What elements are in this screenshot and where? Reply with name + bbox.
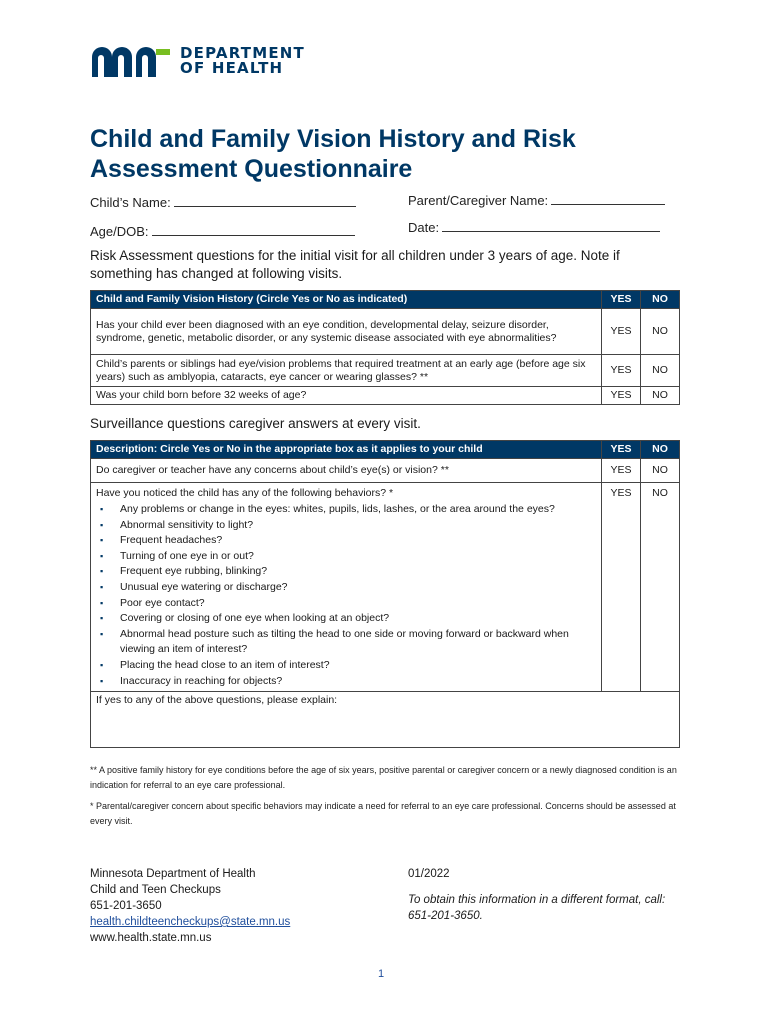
list-item: ▪ Placing the head close to an item of interest? (96, 658, 596, 674)
org-line-2: OF HEALTH (180, 59, 284, 77)
footer-web: www.health.state.mn.us (90, 932, 212, 944)
list-item: ▪ Turning of one eye in or out? (96, 549, 596, 565)
no-option[interactable]: NO (641, 483, 680, 692)
behaviors-list (96, 502, 596, 689)
list-item: ▪ Any problems or change in the eyes: whites, pupils, lids, lashes, or the area around the eyes? (96, 502, 596, 518)
list-item: ▪ Frequent eye rubbing, blinking? (96, 564, 596, 580)
table-row (91, 309, 680, 355)
surveillance-table-header (91, 441, 680, 459)
title-line-2: Assessment Questionnaire (90, 155, 413, 183)
list-item: ▪ Inaccuracy in reaching for objects? (96, 674, 596, 690)
footer-contact (90, 866, 290, 946)
history-table-header (91, 291, 680, 309)
no-option[interactable]: NO (641, 387, 680, 405)
question-text: Do caregiver or teacher have any concerns about child’s eye(s) or vision? ** (91, 459, 602, 483)
surveillance-header-label: Description: Circle Yes or No in the appropriate box as it applies to your child (91, 441, 602, 459)
mn-logo-mark-icon (90, 45, 172, 77)
page-number: 1 (378, 968, 385, 980)
question-text: Have you noticed the child has any of the following behaviors? * (96, 487, 394, 499)
yes-header: YES (602, 441, 641, 459)
yes-option[interactable]: YES (602, 459, 641, 483)
table-row (91, 387, 680, 405)
org-name (180, 46, 305, 76)
age-dob-line[interactable] (152, 223, 355, 236)
no-header: NO (641, 291, 680, 309)
note-double-star: ** A positive family history for eye conditions before the age of six years, positive parental or caregiver concern or a newly diagnosed condition is an indication for referral to an eye care professional. (90, 765, 677, 790)
date-field[interactable] (408, 219, 660, 235)
no-option[interactable]: NO (641, 309, 680, 355)
table-row (91, 692, 680, 748)
yes-option[interactable]: YES (602, 355, 641, 387)
list-item: ▪ Frequent headaches? (96, 533, 596, 549)
surveillance-table (90, 440, 680, 748)
footer-phone: 651-201-3650 (90, 900, 162, 912)
footer-org: Minnesota Department of Health (90, 868, 256, 880)
age-dob-field[interactable] (90, 223, 355, 239)
table-row (91, 483, 680, 692)
note-single-star: * Parental/caregiver concern about specific behaviors may indicate a need for referral to an eye care professional. Concerns should be assessed at every visit. (90, 801, 676, 826)
no-option[interactable]: NO (641, 459, 680, 483)
no-header: NO (641, 441, 680, 459)
list-item: ▪ Poor eye contact? (96, 596, 596, 612)
age-dob-label: Age/DOB: (90, 224, 149, 239)
explain-box[interactable] (91, 692, 680, 748)
question-text: Child’s parents or siblings had eye/vision problems that required treatment at an early age (before age six years) such as amblyopia, cataracts, eye cancer or wearing glasses? ** (91, 355, 602, 387)
parent-name-line[interactable] (551, 192, 665, 205)
yes-option[interactable]: YES (602, 483, 641, 692)
list-item: ▪ Unusual eye watering or discharge? (96, 580, 596, 596)
footer-date: 01/2022 (408, 868, 450, 880)
child-name-field[interactable] (90, 194, 356, 210)
child-name-line[interactable] (174, 194, 356, 207)
date-line[interactable] (442, 219, 660, 232)
yes-header: YES (602, 291, 641, 309)
list-item: ▪ Covering or closing of one eye when looking at an object? (96, 611, 596, 627)
child-name-label: Child’s Name: (90, 195, 171, 210)
history-table (90, 290, 680, 405)
behaviors-question (91, 483, 602, 692)
date-label: Date: (408, 220, 440, 235)
yes-option[interactable]: YES (602, 309, 641, 355)
question-text: Has your child ever been diagnosed with an eye condition, developmental delay, seizure disorder, syndrome, genetic, metabolic disorder, or any systemic disease associated with eye abnormalities? (91, 309, 602, 355)
footer-right (408, 866, 688, 924)
intro-text: Risk Assessment questions for the initial visit for all children under 3 years of age. Note if something has changed at following visits. (90, 248, 620, 281)
title-line-1: Child and Family Vision History and Risk (90, 125, 576, 153)
footer-program: Child and Teen Checkups (90, 884, 221, 896)
page-title (90, 124, 650, 184)
list-item: ▪ Abnormal head posture such as tilting the head to one side or moving forward or backward when viewing an item of interest? (96, 627, 596, 658)
question-text: Was your child born before 32 weeks of age? (91, 387, 602, 405)
parent-name-label: Parent/Caregiver Name: (408, 193, 549, 208)
surveillance-intro: Surveillance questions caregiver answers at every visit. (90, 416, 421, 431)
table-row (91, 355, 680, 387)
mdh-logo (90, 45, 320, 83)
yes-option[interactable]: YES (602, 387, 641, 405)
footer-email-link[interactable]: health.childteencheckups@state.mn.us (90, 916, 291, 928)
history-header-label: Child and Family Vision History (Circle Yes or No as indicated) (91, 291, 602, 309)
no-option[interactable]: NO (641, 355, 680, 387)
list-item: ▪ Abnormal sensitivity to light? (96, 518, 596, 534)
footer-format-note: To obtain this information in a different format, call: 651-201-3650. (408, 894, 666, 922)
table-row (91, 459, 680, 483)
org-line-1: DEPARTMENT (180, 44, 305, 62)
parent-name-field[interactable] (408, 192, 665, 208)
explain-label: If yes to any of the above questions, please explain: (96, 694, 338, 707)
